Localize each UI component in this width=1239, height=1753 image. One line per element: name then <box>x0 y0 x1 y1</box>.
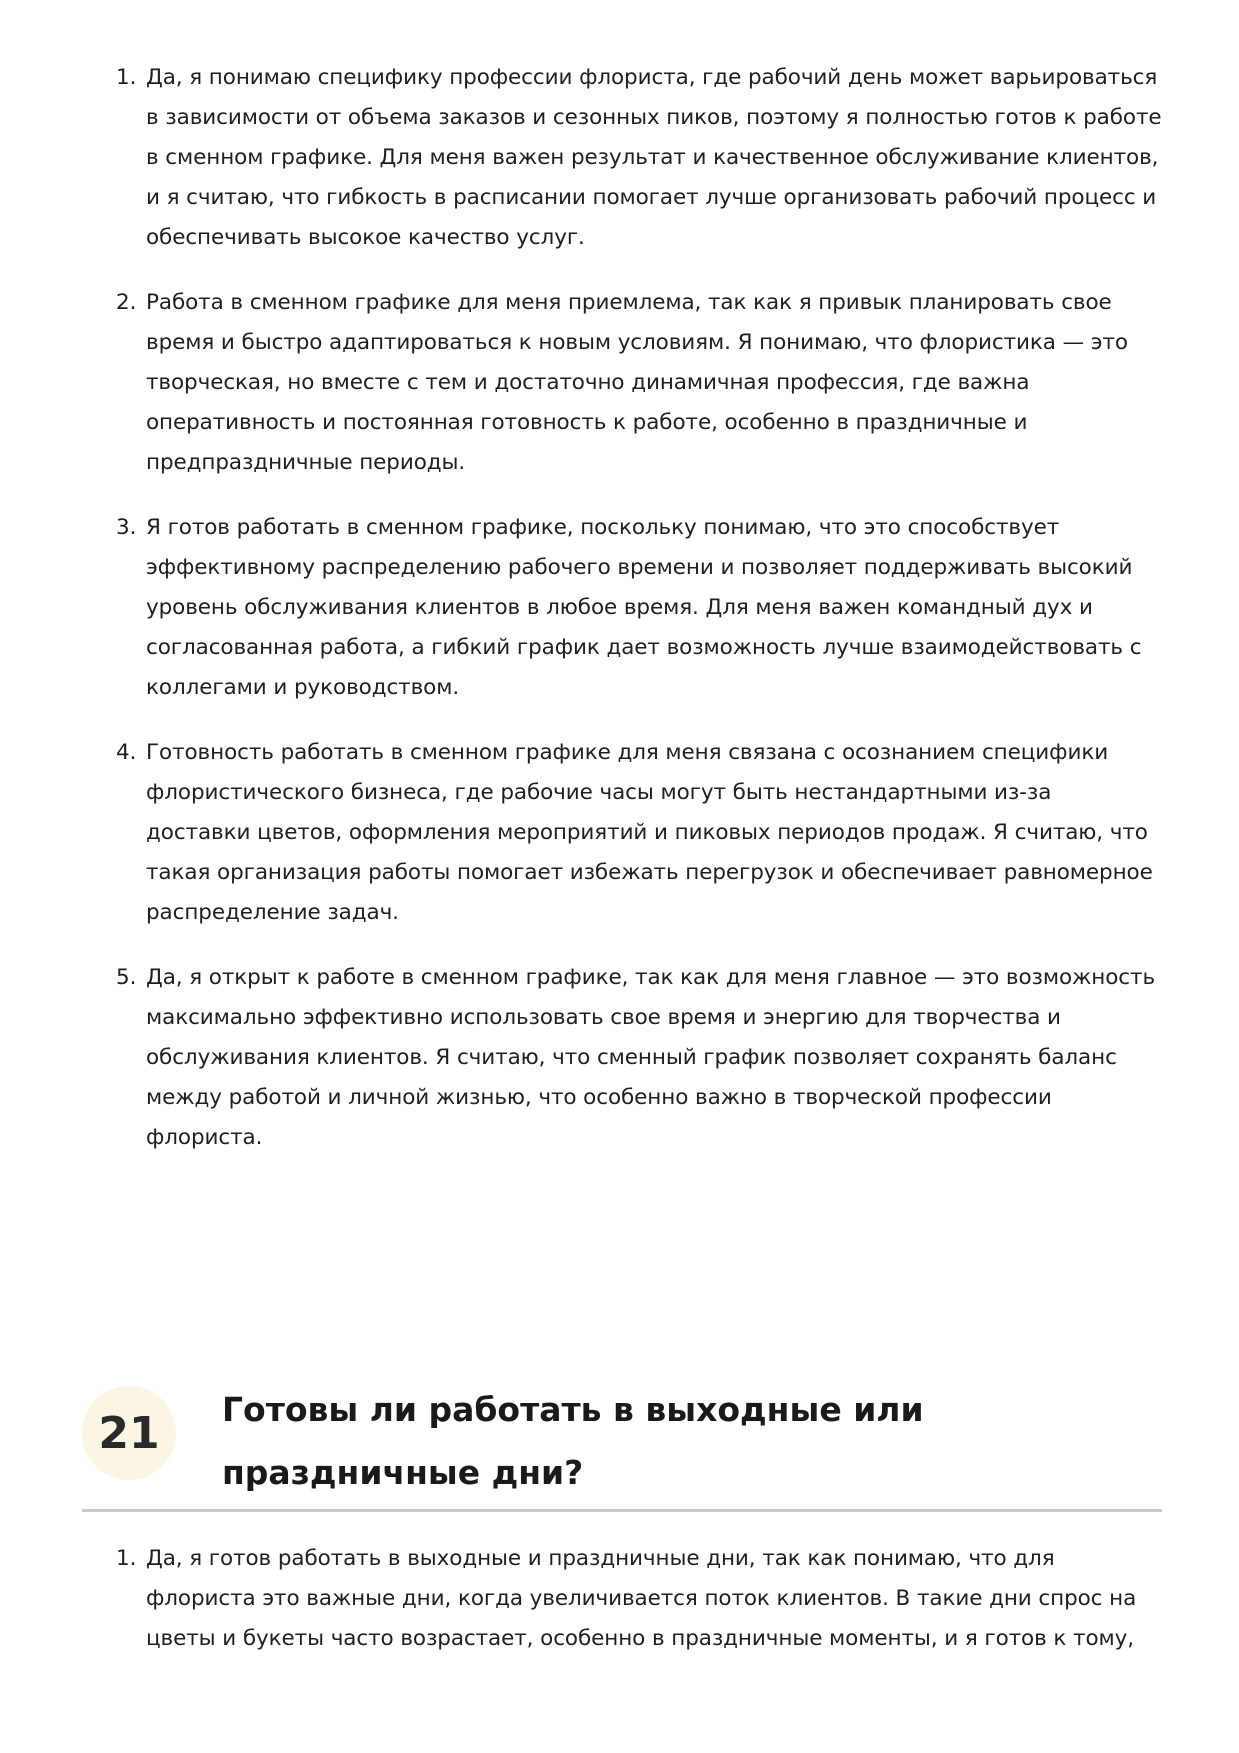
list-item-text: Да, я открыт к работе в сменном графике, так как для меня главное — это возможность максимально эффективно использовать свое время и энергию для творчества и обслуживания клиентов. Я считаю, что сменный график позволяет сохранять баланс между работой и личной жизнью, что особенно важно в творческой профессии флориста. <box>146 965 1156 1150</box>
list-item-number: 5. <box>116 965 137 990</box>
list-item-text: Да, я готов работать в выходные и праздничные дни, так как понимаю, что для флориста это важные дни, когда увеличивается поток клиентов. В такие дни спрос на цветы и букеты часто возрастает, особенно в праздничные моменты, и я готов к тому, <box>146 1546 1137 1651</box>
question-header <box>82 1378 1162 1508</box>
section-divider <box>82 1509 1162 1512</box>
list-item <box>116 958 1162 1158</box>
list-item-number: 1. <box>116 65 137 90</box>
list-item-text: Работа в сменном графике для меня приемлема, так как я привык планировать свое время и быстро адаптироваться к новым условиям. Я понимаю, что флористика — это творческая, но вместе с тем и достаточно динамичная профессия, где важна оперативность и постоянная готовность к работе, особенно в праздничные и предпраздничные периоды. <box>146 290 1128 475</box>
list-item <box>116 58 1162 258</box>
answer-list-previous <box>116 58 1162 1183</box>
list-item <box>116 733 1162 933</box>
list-item <box>116 283 1162 483</box>
list-item <box>116 508 1162 708</box>
list-item-number: 1. <box>116 1546 137 1571</box>
list-item-text: Готовность работать в сменном графике для меня связана с осознанием специфики флористического бизнеса, где рабочие часы могут быть нестандартными из-за доставки цветов, оформления мероприятий и пиковых периодов продаж. Я считаю, что такая организация работы помогает избежать перегрузок и обеспечивает равномерное распределение задач. <box>146 740 1153 925</box>
answer-list-next <box>116 1539 1162 1684</box>
list-item-number: 4. <box>116 740 137 765</box>
list-item-number: 3. <box>116 515 137 540</box>
list-item <box>116 1539 1162 1659</box>
list-item-text: Я готов работать в сменном графике, поскольку понимаю, что это способствует эффективному распределению рабочего времени и позволяет поддерживать высокий уровень обслуживания клиентов в любое время. Для меня важен командный дух и согласованная работа, а гибкий график дает возможность лучше взаимодействовать с коллегами и руководством. <box>146 515 1142 700</box>
question-title: Готовы ли работать в выходные или праздничные дни? <box>222 1390 924 1492</box>
list-item-number: 2. <box>116 290 137 315</box>
list-item-text: Да, я понимаю специфику профессии флориста, где рабочий день может варьироваться в зависимости от объема заказов и сезонных пиков, поэтому я полностью готов к работе в сменном графике. Для меня важен результат и качественное обслуживание клиентов, и я считаю, что гибкость в расписании помогает лучше организовать рабочий процесс и обеспечивать высокое качество услуг. <box>146 65 1162 250</box>
question-number-badge: 21 <box>82 1386 176 1480</box>
